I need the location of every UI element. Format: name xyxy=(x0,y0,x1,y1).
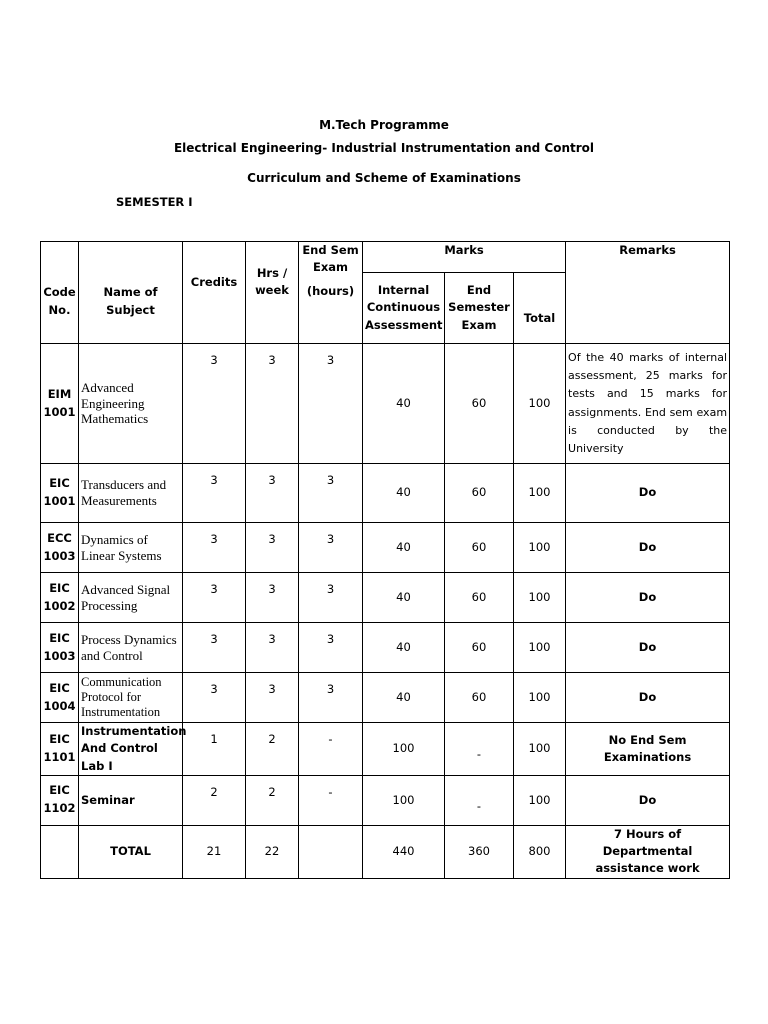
table-row xyxy=(41,464,730,523)
exam-hours-value: - xyxy=(299,723,363,776)
hrs-value: 2 xyxy=(246,775,299,825)
hrs-value: 3 xyxy=(246,573,299,623)
total-marks: 100 xyxy=(514,464,566,523)
remarks: Do xyxy=(566,623,730,673)
header-hrs-week: Hrs / week xyxy=(246,242,299,344)
total-marks: 100 xyxy=(514,673,566,723)
header-internal: Internal Continuous Assessment xyxy=(363,273,445,344)
total-internal: 440 xyxy=(363,825,445,878)
header-end-sem-exam: End Sem Exam xyxy=(302,243,359,275)
total-remarks: 7 Hours of Departmental assistance work xyxy=(566,825,730,878)
total-hrs: 22 xyxy=(246,825,299,878)
course-code-number: 1003 xyxy=(43,648,76,663)
header-marks: Marks xyxy=(363,242,566,273)
hrs-value: 3 xyxy=(246,464,299,523)
table-row xyxy=(41,523,730,573)
table-row xyxy=(41,573,730,623)
total-marks: 100 xyxy=(514,573,566,623)
subject-name: Process Dynamics and Control xyxy=(79,623,183,673)
internal-marks: 40 xyxy=(363,344,445,464)
end-sem-marks: 60 xyxy=(445,344,514,464)
header-subject: Name of Subject xyxy=(79,242,183,344)
hrs-value: 3 xyxy=(246,623,299,673)
exam-hours-value: 3 xyxy=(299,673,363,723)
hrs-value: 3 xyxy=(246,344,299,464)
exam-hours-value: - xyxy=(299,775,363,825)
course-code-number: 1003 xyxy=(43,548,76,563)
end-sem-marks: 60 xyxy=(445,523,514,573)
course-code-number: 1101 xyxy=(43,749,76,764)
end-sem-marks: 60 xyxy=(445,573,514,623)
internal-marks: 40 xyxy=(363,464,445,523)
end-sem-marks: 60 xyxy=(445,623,514,673)
exam-hours-value: 3 xyxy=(299,464,363,523)
credits-value: 3 xyxy=(183,573,246,623)
course-code-prefix: ECC xyxy=(47,530,72,545)
remarks: No End Sem Examinations xyxy=(566,723,730,776)
remarks: Do xyxy=(566,673,730,723)
table-row xyxy=(41,775,730,825)
end-sem-marks: 60 xyxy=(445,464,514,523)
total-end-sem: 360 xyxy=(445,825,514,878)
remarks: Do xyxy=(566,523,730,573)
total-marks: 100 xyxy=(514,775,566,825)
subject-name: Advanced Engineering Mathematics xyxy=(79,344,183,464)
end-sem-marks: - xyxy=(445,723,514,776)
course-code-number: 1002 xyxy=(43,598,76,613)
remarks: Do xyxy=(566,573,730,623)
header-hours: (hours) xyxy=(306,283,355,298)
total-marks: 100 xyxy=(514,344,566,464)
hrs-value: 3 xyxy=(246,673,299,723)
scheme-title: Curriculum and Scheme of Examinations xyxy=(247,171,521,185)
exam-hours-value: 3 xyxy=(299,573,363,623)
course-code-prefix: EIC xyxy=(49,732,70,747)
total-label: TOTAL xyxy=(79,825,183,878)
course-code-prefix: EIC xyxy=(49,476,70,491)
subject-name: Advanced Signal Processing xyxy=(79,573,183,623)
semester-label: SEMESTER I xyxy=(116,195,193,209)
credits-value: 1 xyxy=(183,723,246,776)
remarks: Of the 40 marks of internal assessment, 25 marks for tests and 15 marks for assignments. End sem exam is conducted by the University xyxy=(566,344,730,464)
course-code-number: 1001 xyxy=(43,494,76,508)
end-sem-marks: - xyxy=(445,775,514,825)
course-code-prefix: EIC xyxy=(49,580,70,595)
table-row xyxy=(41,723,730,776)
course-code-number: 1102 xyxy=(43,801,76,816)
course-code-prefix: EIC xyxy=(49,630,70,645)
table-row xyxy=(41,344,730,464)
subject-name: Communication Protocol for Instrumentation xyxy=(79,673,183,723)
course-code-prefix: EIC xyxy=(49,680,70,695)
credits-value: 2 xyxy=(183,775,246,825)
credits-value: 3 xyxy=(183,344,246,464)
exam-hours-value: 3 xyxy=(299,523,363,573)
end-sem-marks: 60 xyxy=(445,673,514,723)
internal-marks: 40 xyxy=(363,573,445,623)
hrs-value: 3 xyxy=(246,523,299,573)
department-title: Electrical Engineering- Industrial Instrumentation and Control xyxy=(173,141,595,155)
course-code-number: 1001 xyxy=(43,404,76,419)
internal-marks: 100 xyxy=(363,723,445,776)
exam-hours-value: 3 xyxy=(299,344,363,464)
course-code-prefix: EIC xyxy=(49,783,70,798)
programme-title: M.Tech Programme xyxy=(319,118,449,132)
internal-marks: 40 xyxy=(363,523,445,573)
total-marks: 100 xyxy=(514,623,566,673)
internal-marks: 40 xyxy=(363,673,445,723)
header-credits: Credits xyxy=(183,242,246,344)
total-credits: 21 xyxy=(183,825,246,878)
exam-hours-value: 3 xyxy=(299,623,363,673)
credits-value: 3 xyxy=(183,623,246,673)
course-code-number: 1004 xyxy=(43,698,76,713)
table-row xyxy=(41,673,730,723)
subject-name: Transducers and Measurements xyxy=(79,464,183,523)
curriculum-table xyxy=(40,241,730,879)
table-row xyxy=(41,623,730,673)
total-marks: 100 xyxy=(514,523,566,573)
header-total: Total xyxy=(514,273,566,344)
internal-marks: 100 xyxy=(363,775,445,825)
subject-name: Seminar xyxy=(79,775,183,825)
credits-value: 3 xyxy=(183,523,246,573)
subject-name: Instrumentation And Control Lab I xyxy=(79,723,183,776)
header-code: Code No. xyxy=(41,242,79,344)
course-code-prefix: EIM xyxy=(47,386,72,401)
credits-value: 3 xyxy=(183,464,246,523)
subject-name: Dynamics of Linear Systems xyxy=(79,523,183,573)
header-remarks: Remarks xyxy=(566,242,730,344)
remarks: Do xyxy=(566,464,730,523)
total-marks-sum: 800 xyxy=(514,825,566,878)
remarks: Do xyxy=(566,775,730,825)
credits-value: 3 xyxy=(183,673,246,723)
hrs-value: 2 xyxy=(246,723,299,776)
total-marks: 100 xyxy=(514,723,566,776)
header-end-semester: End Semester Exam xyxy=(445,273,514,344)
internal-marks: 40 xyxy=(363,623,445,673)
total-row xyxy=(41,825,730,878)
